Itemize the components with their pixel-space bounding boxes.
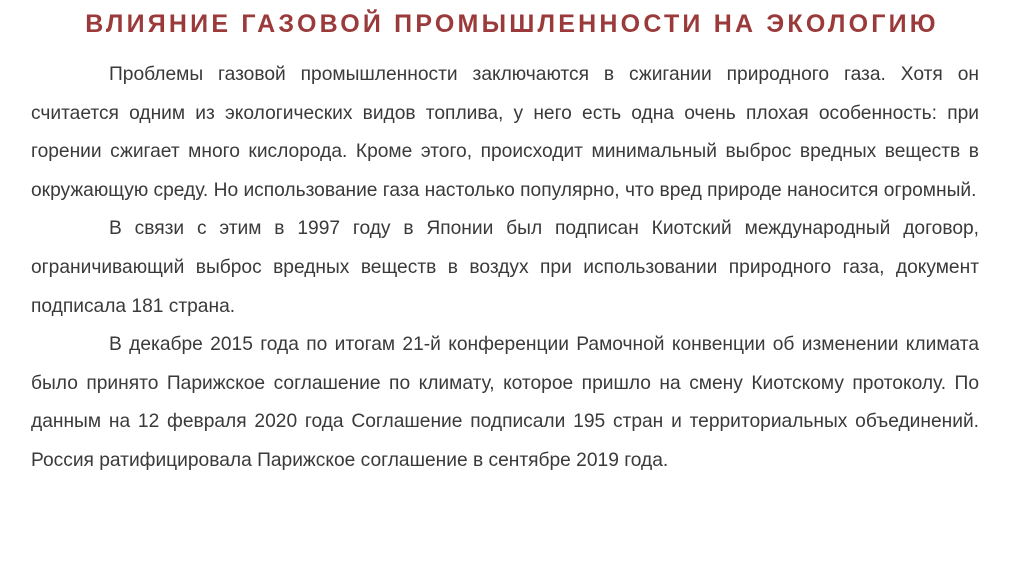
slide-title: ВЛИЯНИЕ ГАЗОВОЙ ПРОМЫШЛЕННОСТИ НА ЭКОЛОГИЮ <box>85 10 939 38</box>
slide-body <box>31 56 979 481</box>
paragraph-paris-agreement: В декабре 2015 года по итогам 21-й конференции Рамочной конвенции об изменении климата было принято Парижское соглашение по климату, которое пришло на смену Киотскому протоколу. По данным на 12 февраля 2020 года Соглашение подписали 195 стран и территориальных объединений. Россия ратифицировала Парижское соглашение в сентябре 2019 года. <box>31 334 979 471</box>
paragraph-gas-problems: Проблемы газовой промышленности заключаются в сжигании природного газа. Хотя он считается одним из экологических видов топлива, у него есть одна очень плохая особенность: при горении сжигает много кислорода. Кроме этого, происходит минимальный выброс вредных веществ в окружающую среду. Но использование газа настолько популярно, что вред природе наносится огромный. <box>31 64 979 201</box>
paragraph-kyoto-protocol: В связи с этим в 1997 году в Японии был подписан Киотский международный договор, ограничивающий выброс вредных веществ в воздух при использовании природного газа, документ подписала 181 страна. <box>31 218 979 317</box>
